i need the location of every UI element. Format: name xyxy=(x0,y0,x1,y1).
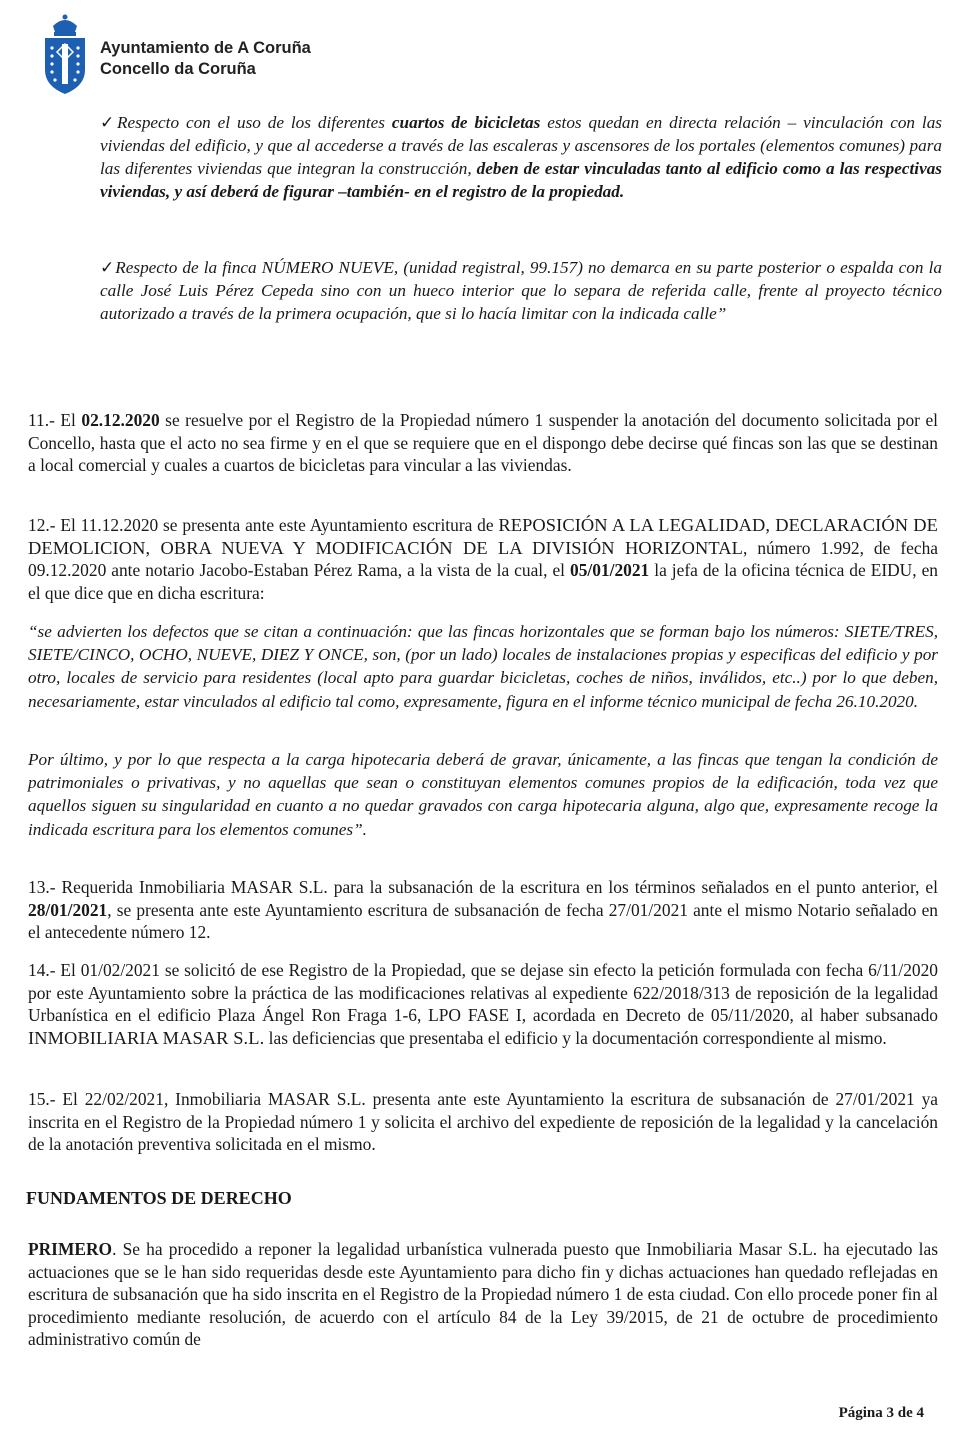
quote-bicycle-rooms: ✓Respecto con el uso de los diferentes cuartos de bicicletas estos quedan en directa relación – vinculación con las viviendas del edificio, y que al accederse a través de las escaleras y ascensores de los portales (elementos comunes) para las diferentes viviendas que integran la construcción, deben de estar vinculadas tanto al edificio como a las respectivas viviendas, y así deberá de figurar –también- en el registro de la propiedad. xyxy=(100,113,942,201)
quote-finca-nueve: ✓Respecto de la finca NÚMERO NUEVE, (unidad registral, 99.157) no demarca en su parte posterior o espalda con la calle José Luis Pérez Cepeda sino con un hueco interior que lo separa de referida calle, frente al proyecto técnico autorizado a través de la primera ocupación, que si lo hacía limitar con la indicada calle” xyxy=(100,258,942,323)
city-crest-icon xyxy=(36,12,94,96)
letterhead xyxy=(36,12,311,96)
org-name-line1: Ayuntamiento de A Coruña xyxy=(100,39,311,57)
quote-mortgage: Por último, y por lo que respecta a la carga hipotecaria deberá de gravar, únicamente, a las fincas que tengan la condición de patrimoniales o privativas, y no aquellas que sean o constituyan elementos comunes propios de la edificación, toda vez que aquellos siguen su singularidad en cuanto a no quedar gravados con carga hipotecaria alguna, algo que, expresamente recoge la indicada escritura para los elementos comunes”. xyxy=(28,750,938,839)
antecedent-13: 13.- Requerida Inmobiliaria MASAR S.L. para la subsanación de la escritura en los términos señalados en el punto anterior, el 28/01/2021, se presenta ante este Ayuntamiento escritura de subsanación de fecha 27/01/2021 ante el mismo Notario señalado en el antecedente número 12. xyxy=(28,877,938,943)
fundamento-primero: PRIMERO. Se ha procedido a reponer la legalidad urbanística vulnerada puesto que Inmobiliaria Masar S.L. ha ejecutado las actuaciones que se le han sido requeridas desde este Ayuntamiento para dicho fin y dichas actuaciones han quedado reflejadas en escritura de subsanación que ha sido inscrita en el Registro de la Propiedad número 1 de esta ciudad. Con ello procede poner fin al procedimiento mediante resolución, de acuerdo con el artículo 84 de la Ley 39/2015, de 21 de octubre de procedimiento administrativo común de xyxy=(28,1239,938,1350)
quote-defects: “se advierten los defectos que se citan a continuación: que las fincas horizontales que se forman bajo los números: SIETE/TRES, SIETE/CINCO, OCHO, NUEVE, DIEZ Y ONCE, son, (por un lado) locales de instalaciones propias y especificas del edificio y por otro, locales de servicio para residentes (local apto para guardar bicicletas, coches de niños, inválidos, etc..) por lo que deben, necesariamente, estar vinculados al edificio tal como, expresamente, figura en el informe técnico municipal de fecha 26.10.2020. xyxy=(28,622,938,711)
antecedent-14: 14.- El 01/02/2021 se solicitó de ese Registro de la Propiedad, que se dejase sin efecto la petición formulada con fecha 6/11/2020 por este Ayuntamiento sobre la práctica de las modificaciones relativas al expediente 622/2018/313 de reposición de la legalidad Urbanística en el edificio Plaza Ángel Ron Fraga 1-6, LPO FASE I, acordada en Decreto de 05/11/2020, al haber subsanado INMOBILIARIA MASAR S.L. las deficiencias que presentaba el edificio y la documentación correspondiente al mismo. xyxy=(28,960,938,1048)
antecedent-11: 11.- El 02.12.2020 se resuelve por el Registro de la Propiedad número 1 suspender la anotación del documento solicitada por el Concello, hasta que el acto no sea firme y en el que se requiere que en el dispongo debe decirse qué fincas son las que se destinan a local comercial y cuales a cuartos de bicicletas para vincular a las viviendas. xyxy=(28,410,938,476)
checkmark-icon: ✓ xyxy=(100,258,116,277)
page-number: Página 3 de 4 xyxy=(838,1405,924,1421)
section-heading: FUNDAMENTOS DE DERECHO xyxy=(26,1188,292,1208)
checkmark-icon: ✓ xyxy=(100,113,118,132)
org-name-line2: Concello da Coruña xyxy=(100,60,256,78)
antecedent-15: 15.- El 22/02/2021, Inmobiliaria MASAR S.L. presenta ante este Ayuntamiento la escritura de subsanación de 27/01/2021 ya inscrita en el Registro de la Propiedad número 1 y solicita el archivo del expediente de reposición de la legalidad y la cancelación de la anotación preventiva solicitada en el mismo. xyxy=(28,1089,938,1155)
antecedent-12: 12.- El 11.12.2020 se presenta ante este Ayuntamiento escritura de REPOSICIÓN A LA LEGALIDAD, DECLARACIÓN DE DEMOLICION, OBRA NUEVA Y MODIFICACIÓN DE LA DIVISIÓN HORIZONTAL, número 1.992, de fecha 09.12.2020 ante notario Jacobo-Estaban Pérez Rama, a la vista de la cual, el 05/01/2021 la jefa de la oficina técnica de EIDU, en el que dice que en dicha escritura: xyxy=(28,515,938,603)
